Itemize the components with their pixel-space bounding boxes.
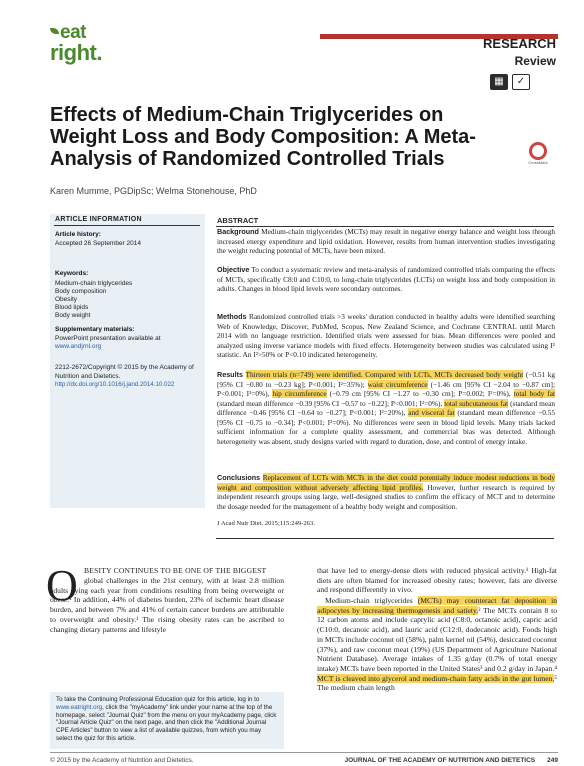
abstract-background: Background Medium-chain triglycerides (MCTs) may result in negative energy balance and weight loss through increased energy expenditure and lipid oxidation. However, results from human intervention studies investigating the weight reducing potential of MCTs, have been mixed. xyxy=(217,227,555,256)
divider xyxy=(54,225,200,226)
objective-label: Objective xyxy=(217,265,250,274)
highlight: Thirteen trials (n=749) were identified. Compared with LCTs, MCTs decreased body weight xyxy=(245,370,524,379)
crossmark-icon[interactable] xyxy=(528,142,548,166)
body-col2-p1: that have led to energy-dense diets with reduced physical activity.¹ High-fat diets are often blamed for increased obesity rates; however, fats are diverse and respond differently in vivo. xyxy=(317,566,557,595)
cpe-box: To take the Continuing Professional Education quiz for this article, log in to www.eatright.org, click the "myAcademy" link under your name at the top of the homepage, select "Journal Quiz" from the menu on your myAcademy page, click "Journal Article Quiz" on the next page, and then click the "Additional Journal CPE Articles" button to view a list of available quizzes, from which you may select the quiz for this article. xyxy=(50,692,284,749)
keyword-item: Body composition xyxy=(55,288,107,295)
highlight: and visceral fat xyxy=(408,408,455,418)
subsection-label: Review xyxy=(514,54,556,68)
body-col2-p2: Medium-chain triglycerides (MCTs) may counteract fat deposition in adipocytes by increasing thermogenesis and satiety.² The MCTs contain 8 to 12 carbon atoms and include caprylic acid (C8:0, octanoic acid), capric acid (C10:0, decanoic acid), and lauric acid (C12:0, dodecanoic acid). Foods high in MCTs include coconut oil (58%), palm kernel oil (54%), desiccated coconut (37%), and raw coconut meat (19%) (US Department of Agriculture National Nutrient Database). Average intakes of 1.35 g/day (0.7% of total energy intake) MCTs have been reported in the United States³ and 0.2 g/day in Japan.⁴ MCT is cleaved into glycerol and medium-chain fatty acids in the gut lumen.⁵ The medium chain length xyxy=(317,596,558,693)
keyword-item: Obesity xyxy=(55,296,78,303)
highlight: (MCTs) may counteract fat deposition in adipocytes by increasing thermogenesis and satiety. xyxy=(317,596,557,615)
keyword-item: Blood lipids xyxy=(55,304,89,311)
highlight: Replacement of LCTs with MCTs in the diet could potentially induce modest reductions in body weight and composition without adversely affecting lipid profiles. xyxy=(217,473,555,492)
eatright-link[interactable]: www.eatright.org xyxy=(56,703,103,711)
page-number: 249 xyxy=(547,757,558,764)
supp-text: PowerPoint presentation available at xyxy=(55,335,161,342)
results-label: Results xyxy=(217,370,243,379)
keyword-item: Medium-chain triglycerides xyxy=(55,280,133,287)
eatright-logo xyxy=(36,18,106,70)
highlight: total body fat xyxy=(513,389,556,399)
checkbox-icon: ✓ xyxy=(512,74,530,90)
keywords-label: Keywords: xyxy=(55,270,89,277)
keyword-item: Body weight xyxy=(55,312,91,319)
divider xyxy=(50,752,558,753)
highlight: MCT is cleaved into glycerol and medium-chain fatty acids in the gut lumen. xyxy=(317,673,555,683)
crossmark-label: CrossMark xyxy=(528,160,548,165)
cpe-book-icon: ▦ xyxy=(490,74,508,90)
body-lead: BESITY CONTINUES TO BE ONE OF THE BIGGEST xyxy=(84,566,267,575)
doi-link[interactable]: http://dx.doi.org/10.1016/j.jand.2014.10.022 xyxy=(55,381,175,388)
history-label: Article history: xyxy=(55,231,101,238)
journal-name: JOURNAL OF THE ACADEMY OF NUTRITION AND DIETETICS xyxy=(344,757,536,764)
logo-line2: right. xyxy=(50,40,102,65)
authors: Karen Mumme, PGDipSc; Welma Stonehouse, PhD xyxy=(50,186,257,196)
abstract-objective: Objective To conduct a systematic review and meta-analysis of randomized controlled trials comparing the effects of MCTs, specifically C8:0 and C10:0, to long-chain triglycerides (LCTs) on weight loss and body composition in adults. Changes in blood lipid levels were secondary outcomes. xyxy=(217,265,555,294)
body-col1-text: global challenges in the 21st century, with at least 2.8 million adults dying each year from conditions resulting from being overweight or obese.¹ In addition, 44% of diabetes burden, 23% of ischemic heart disease burden, and between 7% and 41% of certain cancer burdens are attributable to overweight and obesity.¹ The rising obesity rates can be ascribed to changing dietary patterns and lifestyle xyxy=(50,576,284,634)
abstract-conclusions: Conclusions Replacement of LCTs with MCTs in the diet could potentially induce modest reductions in body weight and composition without adversely affecting lipid profiles. However, further research is required by independent research groups using large, well-designed studies to confirm the efficacy of MCT and to determine the dosage needed for the management of a healthy body weight and composition. xyxy=(217,473,555,511)
leaf-icon xyxy=(50,28,59,34)
highlight: total subcutaneous fat xyxy=(444,398,509,408)
conclusions-label: Conclusions xyxy=(217,473,261,482)
supp-label: Supplementary materials: xyxy=(55,326,135,333)
article-info-panel xyxy=(50,214,205,508)
article-title: Effects of Medium-Chain Triglycerides on Weight Loss and Body Composition: A Meta-Analysis of Randomized Controlled Trials xyxy=(50,104,476,170)
logo-line1: eat xyxy=(60,22,86,43)
highlight: waist circumference xyxy=(367,379,428,389)
copyright: 2212-2672/Copyright © 2015 by the Academy of Nutrition and Dietetics. xyxy=(55,364,194,380)
footer-copyright: © 2015 by the Academy of Nutrition and Dietetics. xyxy=(50,757,194,764)
abstract-heading: ABSTRACT xyxy=(217,216,259,225)
supp-link[interactable]: www.andjrnl.org xyxy=(55,343,102,350)
background-label: Background xyxy=(217,227,259,236)
drop-cap: O xyxy=(46,561,78,610)
footer-journal xyxy=(320,757,558,764)
divider xyxy=(216,538,554,539)
highlight: hip circumference xyxy=(272,389,327,399)
abstract-results: Results Thirteen trials (n=749) were identified. Compared with LCTs, MCTs decreased body weight (−0.51 kg [95% CI −0.80 to −0.23 kg]; P<0.001; I²=35%); waist circumference (−1.46 cm [95% CI −2.04 to −0.87 cm]; P<0.001; I²=0%), hip circumference (−0.79 cm [95% CI −1.27 to −0.30 cm]; P=0.002; I²=0%), total body fat (standard mean difference −0.39 [95% CI −0.57 to −0.22]; P<0.001; I²=0%), total subcutaneous fat (standard mean difference −0.46 [95% CI −0.64 to −0.27]; P<0.001; I²=20%), and visceral fat (standard mean difference −0.55 [95% CI −0.75 to −0.34]; P<0.001; I²=0%). No differences were seen in blood lipid levels. Many trials lacked sufficient information for a complete quality assessment, and commercial bias was detected. Although heterogeneity was absent, study designs varied with regard to duration, dose, and control of energy intake. xyxy=(217,370,556,446)
article-info-heading: ARTICLE INFORMATION xyxy=(55,216,142,223)
section-label: RESEARCH xyxy=(483,36,556,51)
citation: J Acad Nutr Diet. 2015;115:249-263. xyxy=(217,520,315,527)
abstract-methods: Methods Randomized controlled trials >3 weeks' duration conducted in healthy adults were identified searching Web of Knowledge, Discover, PubMed, Scopus, New Zealand Science, and Cochrane CENTRAL until March 2014 with no language restriction. Identified trials were assessed for bias. Mean differences were pooled and analyzed using inverse variance models with fixed effects. Heterogeneity between studies was calculated using I² statistic. An I²>50% or P<0.10 indicated heterogeneity. xyxy=(217,312,556,360)
history-value: Accepted 26 September 2014 xyxy=(55,240,142,247)
methods-label: Methods xyxy=(217,312,247,321)
